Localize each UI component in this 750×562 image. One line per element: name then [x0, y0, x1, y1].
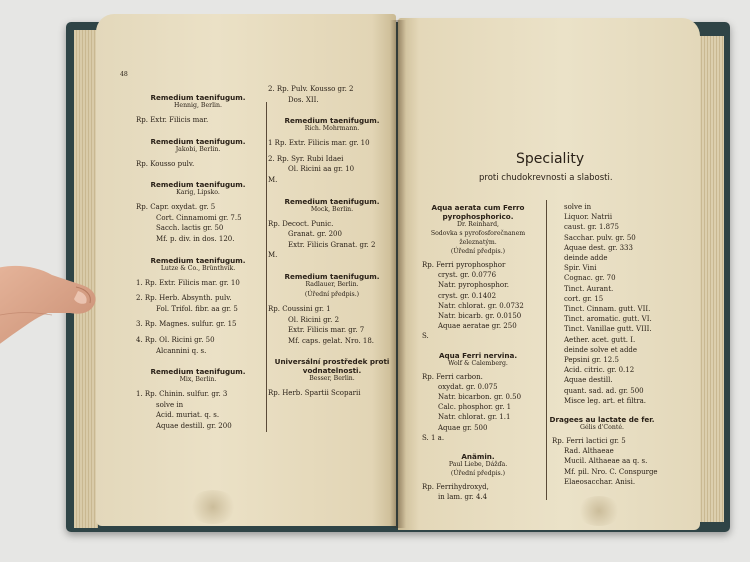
recipe-line: Mf. p. div. in dos. 120.: [156, 235, 235, 243]
recipe-line: 1. Rp. Chinin. sulfur. gr. 3: [136, 390, 228, 399]
recipe-line: deinde solve et adde: [564, 345, 638, 354]
hand-holding-book: [0, 255, 110, 375]
recipe-line: Calc. phosphor. gr. 1: [438, 403, 512, 412]
recipe-heading: Remedium taenifugum.: [284, 196, 380, 206]
recipe-heading: Universální prostředek proti: [274, 357, 390, 367]
paper-stain: [576, 496, 622, 526]
recipe-line: Rp. Decoct. Punic.: [268, 219, 334, 228]
recipe-line: Tinct. Cinnam. gutt. VII.: [564, 305, 651, 313]
recipe-line: Elaeosacchar. Anisi.: [564, 477, 636, 486]
recipe-line: Extr. Filicis mar. gr. 7: [288, 326, 365, 335]
recipe-line: Natr. pyrophosphor.: [438, 281, 509, 290]
recipe-line: quant. sad. ad. gr. 500: [564, 386, 644, 395]
recipe-line: 4. Rp. Ol. Ricini gr. 50: [136, 336, 215, 344]
recipe-line: Liquor. Natrii: [564, 213, 613, 222]
recipe-line: Rp. Herb. Spartii Scoparii: [268, 389, 361, 398]
recipe-heading: Aqua aerata cum Ferro: [431, 203, 525, 212]
book-gutter: [390, 20, 406, 528]
recipe-heading: Remedium taenifugum.: [150, 255, 246, 265]
recipe-line: M.: [268, 251, 278, 260]
recipe-line: Acid. citric. gr. 0.12: [564, 366, 635, 375]
recipe-source: Dr. Reinhard,: [456, 221, 500, 228]
recipe-line: cryst. gr. 0.0776: [438, 271, 497, 280]
paper-stain: [188, 490, 238, 524]
recipe-line: 1 Rp. Extr. Filicis mar. gr. 10: [268, 139, 370, 148]
recipe-line: Granat. gr. 200: [288, 230, 342, 239]
recipe-line: Ol. Ricini gr. 2: [288, 315, 340, 324]
recipe-line: Spir. Vini: [564, 264, 597, 273]
recipe-line: Rp. Ferri lactici gr. 5: [552, 437, 626, 445]
page-stack-right: [698, 36, 724, 522]
recipe-heading: Remedium taenifugum.: [150, 367, 246, 377]
recipe-source: Radlauer, Berlin.: [305, 281, 359, 288]
recipe-line: Tinct. aromatic. gutt. VI.: [564, 315, 652, 324]
recipe-line: Acid. muriat. q. s.: [156, 411, 220, 420]
recipe-heading: Dragees au lactate de fer.: [549, 415, 655, 424]
recipe-line: Natr. chlorat. gr. 0.0732: [438, 301, 524, 310]
recipe-heading: Remedium taenifugum.: [150, 93, 246, 102]
recipe-line: Rp. Ferri pyrophosphor: [422, 261, 506, 269]
recipe-source: Mix, Berlin.: [179, 376, 217, 384]
recipe-line: oxydat. gr. 0.075: [438, 382, 498, 391]
recipe-source: Lutze & Co., Brünthvik.: [160, 264, 236, 272]
recipe-line: Sacch. lactis gr. 50: [156, 224, 224, 233]
recipe-line: cryst. gr. 0.1402: [438, 291, 497, 300]
recipe-source: (Úřední předpis.): [304, 291, 360, 298]
recipe-line: Rp. Capr. oxydat. gr. 5: [136, 203, 216, 212]
recipe-line: Misce leg. art. et filtra.: [564, 396, 647, 405]
recipe-line: 2. Rp. Herb. Absynth. pulv.: [136, 294, 232, 303]
column-divider: [266, 102, 267, 432]
recipe-heading: Remedium taenifugum.: [284, 272, 380, 281]
recipe-line: Natr. chlorat. gr. 1.1: [438, 413, 511, 422]
recipe-source: Besser, Berlin.: [309, 375, 355, 383]
recipe-line: 3. Rp. Magnes. sulfur. gr. 15: [136, 320, 237, 329]
recipe-line: Aquae dest. gr. 333: [564, 243, 633, 252]
right-page: [398, 18, 700, 530]
recipe-heading: Aqua Ferri nervina.: [438, 350, 518, 360]
recipe-line: Alcannini q. s.: [156, 346, 207, 355]
recipe-heading: vodnatelnosti.: [302, 366, 362, 376]
page-subtitle: proti chudokrevnosti a slabosti.: [479, 173, 613, 183]
recipe-line: Aquae gr. 500: [438, 423, 488, 432]
recipe-source: Karig, Lipsko.: [176, 189, 220, 197]
recipe-heading: Anämin.: [461, 452, 495, 461]
recipe-line: solve in: [564, 203, 592, 211]
recipe-line: Dos. XII.: [288, 95, 319, 104]
recipe-line: S.: [422, 332, 429, 341]
recipe-line: Pepsini gr. 12.5: [564, 356, 619, 364]
recipe-line: Aquae destill. gr. 200: [156, 422, 232, 430]
recipe-line: Sacchar. pulv. gr. 50: [564, 233, 636, 242]
recipe-line: Rp. Coussini gr. 1: [268, 305, 331, 313]
recipe-line: Cort. Cinnamomi gr. 7.5: [156, 213, 242, 222]
recipe-source: Wolf & Calemberg.: [448, 359, 508, 367]
recipe-line: 2. Rp. Pulv. Kousso gr. 2: [268, 85, 354, 93]
page-title: Speciality: [516, 151, 585, 167]
left-page: [96, 14, 396, 526]
recipe-line: in lam. gr. 4.4: [438, 493, 488, 502]
recipe-heading: pyrophosphorico.: [442, 212, 514, 221]
recipe-source: (Úřední předpis.): [450, 470, 506, 477]
recipe-source: železnatým.: [459, 239, 497, 246]
recipe-line: Rp. Kousso pulv.: [136, 159, 195, 168]
recipe-line: Extr. Filicis Granat. gr. 2: [288, 240, 376, 249]
recipe-source: (Úřední předpis.): [450, 248, 506, 255]
recipe-heading: Remedium taenifugum.: [150, 180, 246, 190]
recipe-line: 1. Rp. Extr. Filicis mar. gr. 10: [136, 278, 240, 287]
recipe-line: Aether. acet. gutt. I.: [564, 335, 636, 344]
page-number: 48: [120, 71, 128, 78]
recipe-line: Tinct. Aurant.: [564, 284, 614, 293]
recipe-line: Mucil. Althaeae aa q. s.: [564, 457, 648, 466]
recipe-line: M.: [268, 176, 278, 184]
recipe-source: Hennig, Berlin.: [174, 102, 222, 109]
recipe-line: Tinct. Vanillae gutt. VIII.: [564, 325, 652, 334]
recipe-source: Sodovka s pyrofosforečnanem: [430, 230, 526, 237]
recipe-line: 2. Rp. Syr. Rubi Idaei: [268, 154, 344, 163]
recipe-line: Rp. Extr. Filicis mar.: [136, 116, 209, 124]
recipe-line: S. 1 a.: [422, 433, 445, 442]
recipe-line: Mf. pil. Nro. C. Conspurge: [564, 467, 658, 476]
column-divider: [546, 200, 547, 500]
recipe-heading: Remedium taenifugum.: [150, 136, 246, 146]
recipe-line: Natr. bicarbon. gr. 0.50: [438, 393, 522, 401]
recipe-line: Rp. Ferri carbon.: [422, 372, 483, 381]
recipe-source: Rich. Mohrmann.: [304, 125, 360, 133]
recipe-line: Aquae aeratae gr. 250: [438, 322, 517, 331]
recipe-heading: Remedium taenifugum.: [284, 116, 380, 126]
recipe-line: Mf. caps. gelat. Nro. 18.: [288, 336, 375, 345]
recipe-line: Fol. Trifol. fibr. aa gr. 5: [156, 304, 238, 313]
recipe-line: caust. gr. 1.875: [564, 223, 620, 232]
recipe-line: Rad. Althaeae: [564, 447, 614, 456]
recipe-line: Aquae destill.: [564, 376, 613, 385]
recipe-line: Cognac. gr. 70: [564, 274, 616, 283]
recipe-line: solve in: [156, 400, 184, 409]
recipe-source: Paul Liebe, Dážďa.: [448, 461, 508, 468]
recipe-line: Rp. Ferrihydroxyd,: [422, 483, 489, 491]
recipe-source: Mock, Berlin.: [310, 205, 354, 213]
recipe-line: cort. gr. 15: [564, 294, 604, 303]
recipe-line: deinde adde: [564, 254, 608, 262]
recipe-line: Ol. Ricini aa gr. 10: [288, 165, 355, 174]
recipe-source: Gélis d'Conté.: [580, 424, 624, 431]
recipe-source: Jakobi, Berlin.: [175, 145, 221, 153]
recipe-line: Natr. bicarb. gr. 0.0150: [438, 312, 522, 320]
